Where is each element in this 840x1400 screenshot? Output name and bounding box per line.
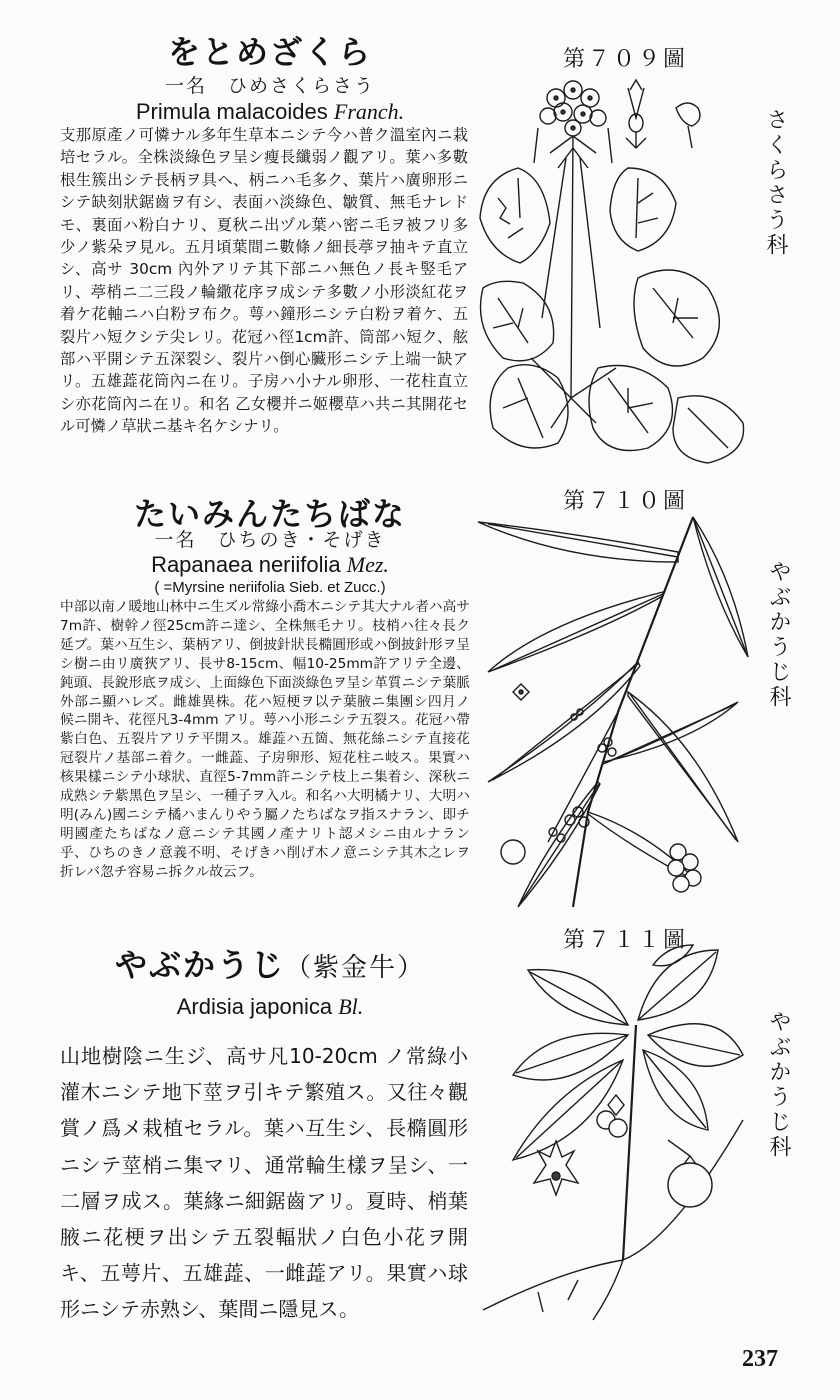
entry-alias: 一名 ひめさくらさう [164, 75, 375, 97]
leaves [513, 945, 743, 1160]
entry-scientific-name [70, 98, 470, 126]
family-label: やぶかうじ科 [766, 560, 791, 710]
illustration-primula [478, 68, 748, 463]
figure-number: 第７１０圖 [563, 489, 689, 514]
entry-description: 山地樹陰ニ生ジ、高サ凡10-20cm ノ常綠小灌木ニシテ地下莖ヲ引キテ繁殖ス。又往々觀賞ノ爲メ栽植セラル。葉ハ互生シ、長橢圓形ニシテ莖梢ニ集マリ、通常輪生樣ヲ呈シ、一二層ヲ成ス。葉緣ニ細鋸齒アリ。夏時、梢葉腋ニ花梗ヲ出シテ五裂輻狀ノ白色小花ヲ開キ、五萼片、五雄蕋、一雌蕋アリ。果實ハ球形ニシテ赤熟シ、葉間ニ隱見ス。 [60, 1044, 468, 1322]
entry-description: 支那原產ノ可憐ナル多年生草本ニシテ今ハ普ク溫室內ニ栽培セラル。全株淡綠色ヲ呈シ瘦長纖弱ノ觀アリ。葉ハ多數根生簇出シテ長柄ヲ具ヘ、柄ニハ毛多ク、葉片ハ廣卵形ニシテ缺刻狀鋸齒ヲ有シ、表面ハ淡綠色、皺質、無毛ナレドモ、裏面ハ粉白ナリ、夏秋ニ出ヅル葉ハ密ニ毛ヲ被フリ多少ノ紫朵ヲ見ル。五月頃葉間ニ數條ノ細長葶ヲ抽キテ直立シ、高サ 30cm 內外アリテ其下部ニハ無色ノ長キ竪毛アリ、葶梢ニ二三段ノ輪繖花序ヲ成シテ多數ノ小形淡紅花ヲ着ケ花軸ニハ白粉ヲ布ク。萼ハ鐘形ニシテ白粉ヲ着ケ、五裂片ハ短クシテ尖レリ。花冠ハ徑1cm許、筒部ハ短ク、舷部ハ平開シテ五深裂シ、裂片ハ倒心臟形ニシテ上端一缺アリ。五雄蕋花筒內ニ在リ。子房ハ小ナル卵形、一花柱直立シ亦花筒內ニ在リ。和名 乙女櫻并ニ姬櫻草ハ共ニ其開花セル可憐ノ草狀ニ基キ名ケシナリ。 [60, 126, 468, 436]
entry-synonym: ( =Myrsine neriifolia Sieb. et Zucc.) [154, 579, 386, 596]
entry-title: をとめざくら [167, 33, 372, 71]
entry-alias: 一名 ひちのき・そげき [154, 529, 386, 551]
figure-number: 第７０９圖 [563, 47, 689, 72]
flower-details [534, 1095, 627, 1195]
entry-title-kana: やぶかうじ [114, 946, 285, 984]
page-number: 237 [742, 1346, 778, 1372]
family-label: さくらさう科 [763, 108, 788, 258]
scientific-name-author: Franch. [333, 99, 405, 124]
figure-number: 第７１１圖 [563, 928, 689, 953]
scientific-name-author: Bl. [338, 994, 364, 1019]
berry [668, 1140, 712, 1207]
entry-title-kanji: （紫金牛） [285, 953, 426, 983]
illustration-rapanaea [478, 512, 748, 910]
entry-scientific-name [60, 993, 480, 1021]
illustration-ardisia [478, 940, 748, 1350]
entry-description: 中部以南ノ暖地山林中ニ生ズル常綠小喬木ニシテ其大ナル者ハ高サ7m許、樹幹ノ徑25cm許ニ達シ、全株無毛ナリ。枝梢ハ往々長ク延ブ。葉ハ互生シ、葉柄アリ、倒披針狀長橢圓形或ハ倒披針形ヲ呈シ樹ニ由リ廣狹アリ、長サ8-15cm、幅10-25mm許アリテ全邊、鈍頭、長銳形底ヲ成シ、上面綠色下面淡綠色ヲ呈シ革質ニシテ葉脈外部ニ顯ハレズ。雌雄異株。花ハ短梗ヲ以テ葉腋ニ集團シ四月ノ候ニ開キ、花徑凡3-4mm アリ。萼ハ小形ニシテ五裂ス。花冠ハ帶紫白色、五裂片アリテ平開ス。雄蕋ハ五箇、無花絲ニシテ直接花冠裂片ノ基部ニ着ク。一雌蕋、子房卵形、短花柱ニ岐ス。果實ハ核果樣ニシテ小球狀、直徑5-7mm許ニシテ枝上ニ集着シ、深秋ニ成熟シテ紫黑色ヲ呈シ、一種子ヲ入ル。和名ハ大明橘ナリ、大明ハ明(みん)國ニシテ橘ハまんりやう屬ノたちばなヲ指スナラン、即チ明國產たちばなノ意ニシテ其國ノ產ナリト認メシニ由ルナラン乎、ひちのきノ意義不明、そげきハ削げ木ノ意ニシテ其木之レヲ折レバ忽チ容易ニ拆クル故云フ。 [60, 599, 470, 880]
flower-detail [626, 80, 700, 148]
scientific-name-author: Mez. [346, 552, 389, 577]
scientific-name-binomial: Primula malacoides [135, 99, 328, 124]
basal-leaves [480, 168, 744, 463]
entry-scientific-name [70, 551, 470, 579]
entry-title [60, 945, 480, 988]
scientific-name-binomial: Rapanaea neriifolia [151, 552, 341, 577]
family-label: やぶかうじ科 [766, 1010, 791, 1160]
entry-title: たいみんたちばな [133, 495, 406, 533]
scientific-name-binomial: Ardisia japonica [176, 994, 333, 1019]
fruits [501, 840, 701, 892]
